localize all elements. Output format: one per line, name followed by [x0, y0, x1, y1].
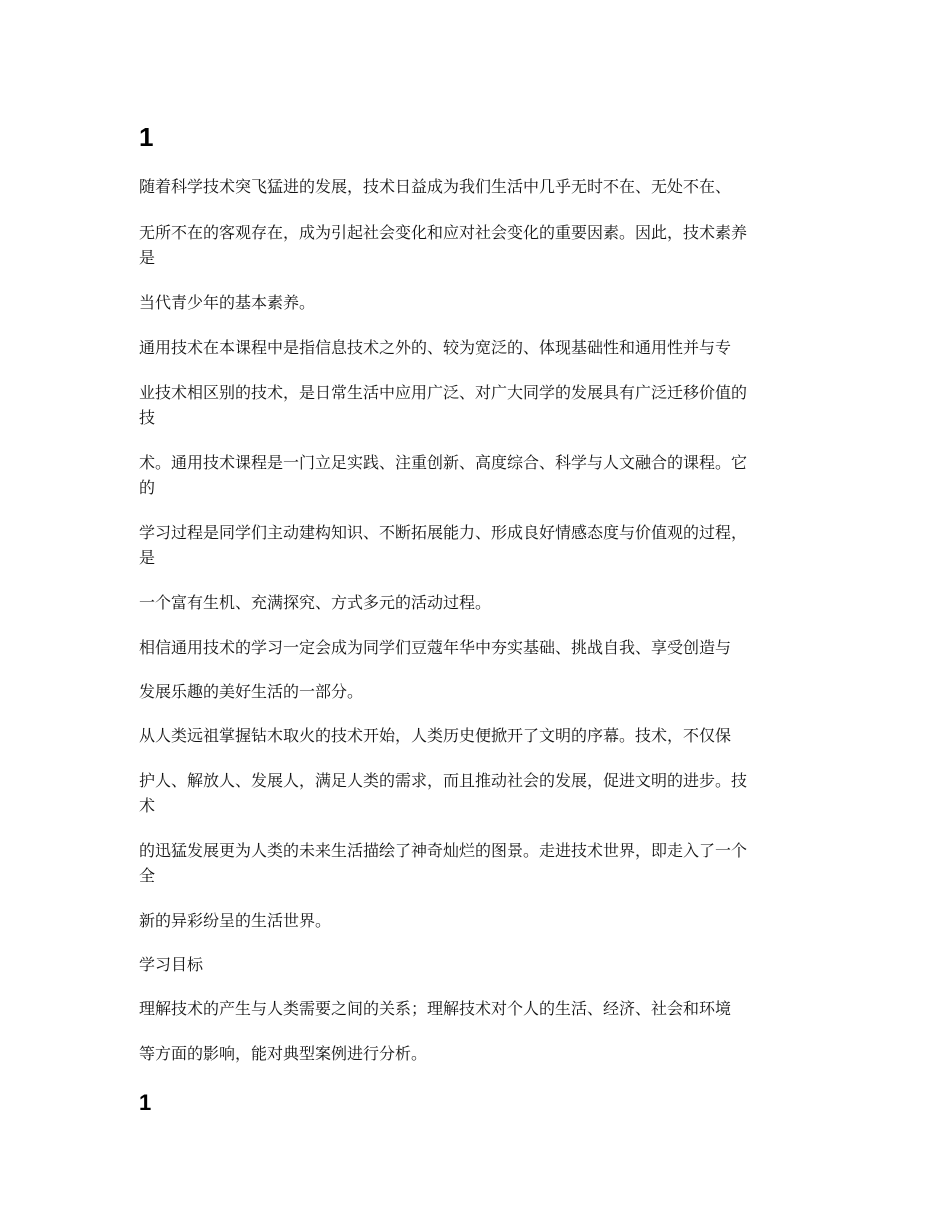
paragraph-wrap-char-4: 是 — [139, 548, 156, 567]
paragraph-line-12: 护人、解放人、发展人，满足人类的需求，而且推动社会的发展，促进文明的进步。技 — [139, 771, 748, 790]
paragraph-line-10: 发展乐趣的美好生活的一部分。 — [139, 682, 364, 701]
paragraph-line-4: 通用技术在本课程中是指信息技术之外的、较为宽泛的、体现基础性和通用性并与专 — [139, 338, 732, 357]
paragraph-line-6: 术。通用技术课程是一门立足实践、注重创新、高度综合、科学与人文融合的课程。它 — [139, 453, 748, 472]
page-number-footer: 1 — [139, 1090, 152, 1115]
section-heading-learning-goals: 学习目标 — [139, 955, 204, 974]
page-number-heading: 1 — [139, 122, 154, 152]
paragraph-wrap-char-1: 是 — [139, 248, 156, 267]
paragraph-line-3: 当代青少年的基本素养。 — [139, 293, 316, 312]
paragraph-line-15: 理解技术的产生与人类需要之间的关系；理解技术对个人的生活、经济、社会和环境 — [139, 999, 732, 1018]
paragraph-wrap-char-3: 的 — [139, 478, 156, 497]
paragraph-line-16: 等方面的影响，能对典型案例进行分析。 — [139, 1044, 428, 1063]
paragraph-line-7: 学习过程是同学们主动建构知识、不断拓展能力、形成良好情感态度与价值观的过程， — [139, 523, 748, 542]
paragraph-wrap-char-5: 术 — [139, 796, 156, 815]
paragraph-line-14: 新的异彩纷呈的生活世界。 — [139, 911, 332, 930]
paragraph-line-1: 随着科学技术突飞猛进的发展，技术日益成为我们生活中几乎无时不在、无处不在、 — [139, 177, 732, 196]
paragraph-line-11: 从人类远祖掌握钻木取火的技术开始，人类历史便掀开了文明的序幕。技术，不仅保 — [139, 726, 732, 745]
paragraph-wrap-char-6: 全 — [139, 866, 156, 885]
paragraph-line-9: 相信通用技术的学习一定会成为同学们豆蔻年华中夯实基础、挑战自我、享受创造与 — [139, 638, 732, 657]
paragraph-wrap-char-2: 技 — [139, 408, 156, 427]
paragraph-line-5: 业技术相区别的技术，是日常生活中应用广泛、对广大同学的发展具有广泛迁移价值的 — [139, 383, 748, 402]
paragraph-line-8: 一个富有生机、充满探究、方式多元的活动过程。 — [139, 593, 492, 612]
paragraph-line-2: 无所不在的客观存在，成为引起社会变化和应对社会变化的重要因素。因此，技术素养 — [139, 223, 748, 242]
paragraph-line-13: 的迅猛发展更为人类的未来生活描绘了神奇灿烂的图景。走进技术世界，即走入了一个 — [139, 841, 748, 860]
